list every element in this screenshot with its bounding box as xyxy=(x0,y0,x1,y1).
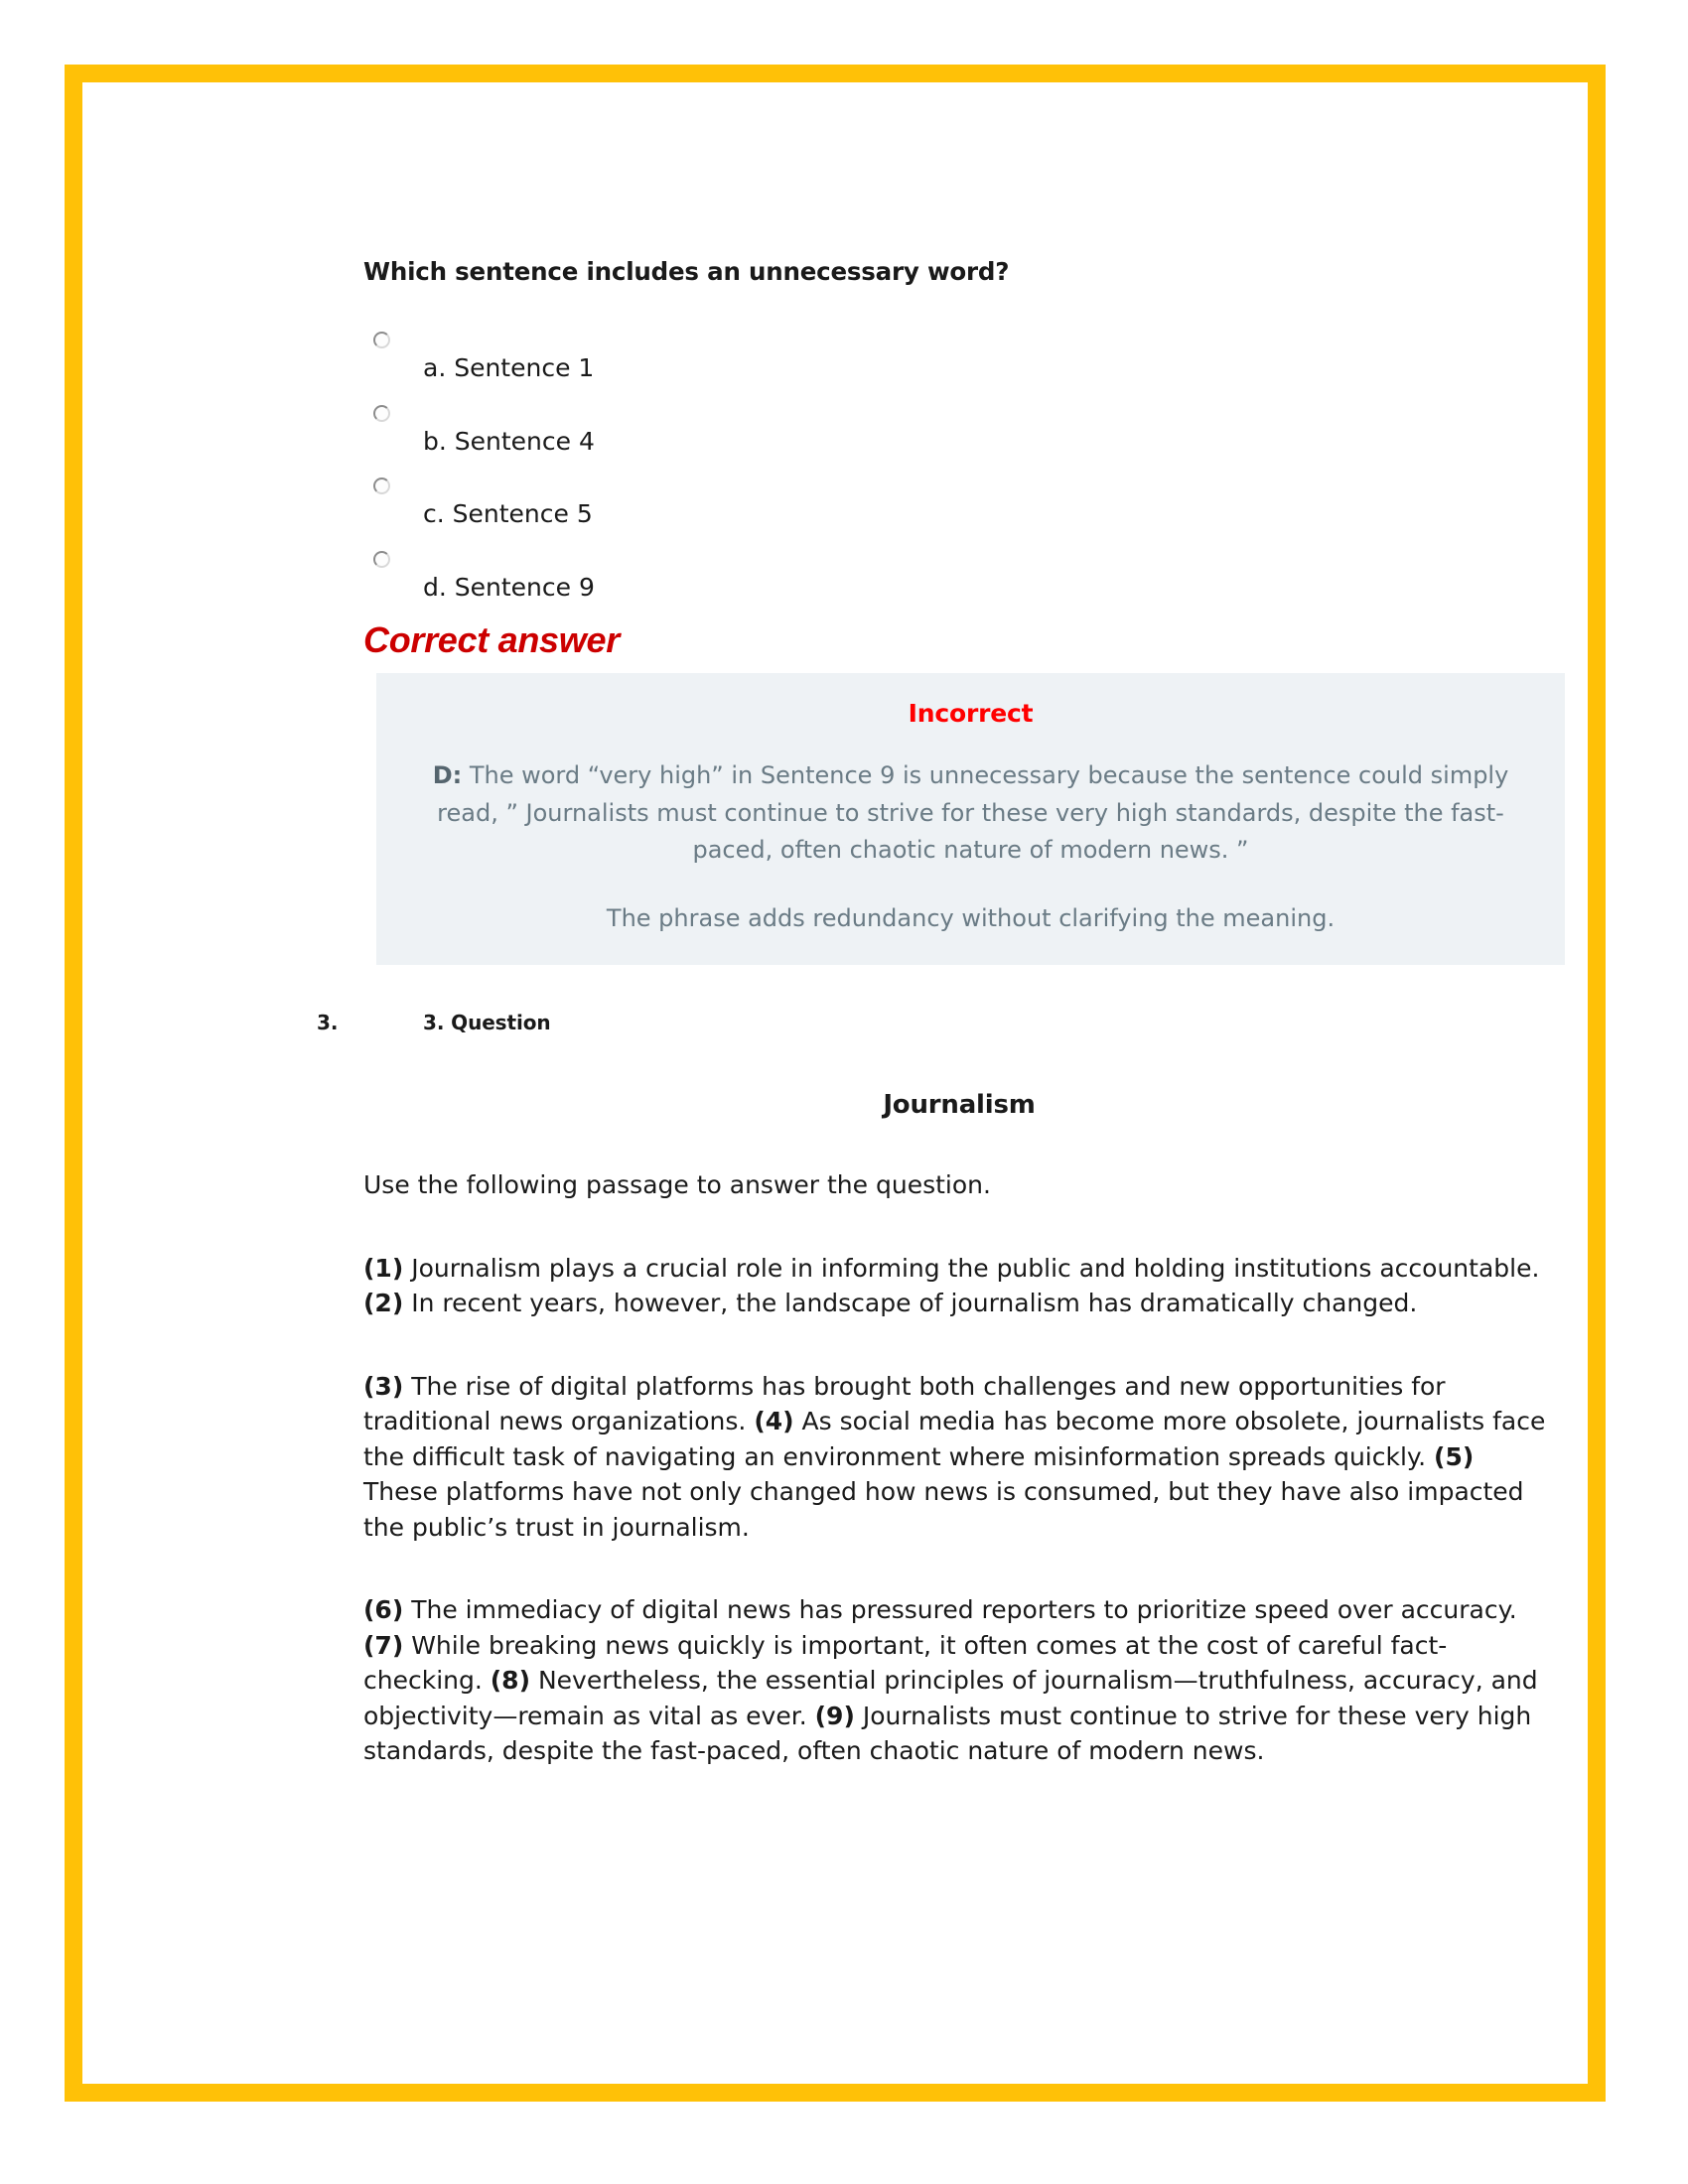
quiz-content xyxy=(317,256,1555,1769)
answer-option-b[interactable] xyxy=(363,405,1555,459)
feedback-explanation xyxy=(402,757,1539,869)
question-stem: Which sentence includes an unnecessary word? xyxy=(363,257,1010,286)
sentence-text: Journalists must continue to strive for these very high standards, despite the fast-paced, often chaotic nature of modern news. xyxy=(363,1701,1532,1766)
sentence-number: (1) xyxy=(363,1253,404,1283)
correct-answer-marker: Correct answer xyxy=(363,618,620,660)
sentence-text: The rise of digital platforms has brought both challenges and new opportunities for traditional news organizations. xyxy=(363,1371,1446,1436)
answer-option-label: b. Sentence 4 xyxy=(423,426,595,456)
passage-block xyxy=(363,1090,1555,1769)
sentence-number: (6) xyxy=(363,1595,404,1625)
sentence-text: As social media has become more obsolete, journalists face the difficult task of navigating an environment where misinformation spreads quickly. xyxy=(363,1407,1546,1471)
feedback-note: The phrase adds redundancy without clarifying the meaning. xyxy=(606,904,1336,932)
sentence-number: (9) xyxy=(814,1701,855,1730)
feedback-status-badge: Incorrect xyxy=(908,699,1034,729)
passage-heading: Journalism xyxy=(883,1090,1036,1121)
sentence-number: (2) xyxy=(363,1289,404,1318)
sentence-number: (7) xyxy=(363,1630,404,1660)
sentence-text: Nevertheless, the essential principles of journalism—truthfulness, accuracy, and objectivity—remain as vital as ever. xyxy=(363,1666,1538,1730)
question-list xyxy=(317,1011,1555,1769)
sentence-number: (5) xyxy=(1434,1441,1475,1471)
answer-option-a[interactable] xyxy=(363,332,1555,385)
feedback-body xyxy=(402,757,1539,937)
answer-options-list xyxy=(363,332,1555,605)
passage-paragraphs xyxy=(363,1251,1555,1769)
feedback-explanation-text: The word “very high” in Sentence 9 is unnecessary because the sentence could simply read, ” Journalists must continue to strive for these very high standards, despite the fast-paced, often chaotic nature of modern news. ” xyxy=(437,761,1509,864)
answer-option-d[interactable] xyxy=(363,551,1555,605)
answer-option-c[interactable] xyxy=(363,478,1555,531)
feedback-box xyxy=(376,673,1565,965)
radio-button-icon[interactable] xyxy=(373,332,390,348)
sentence-text: Journalism plays a crucial role in informing the public and holding institutions accountable. xyxy=(403,1253,1540,1283)
radio-button-icon[interactable] xyxy=(373,405,390,422)
passage-paragraph xyxy=(363,1369,1550,1546)
question-title: 3. Question xyxy=(423,1011,551,1035)
sentence-number: (3) xyxy=(363,1371,404,1401)
answer-option-label: c. Sentence 5 xyxy=(423,499,593,529)
sentence-number: (8) xyxy=(490,1666,530,1696)
sentence-number: (4) xyxy=(754,1407,794,1436)
passage-instruction: Use the following passage to answer the question. xyxy=(363,1170,991,1200)
answer-option-label: a. Sentence 1 xyxy=(423,352,595,382)
radio-button-icon[interactable] xyxy=(373,551,390,568)
sentence-text: In recent years, however, the landscape of journalism has dramatically changed. xyxy=(403,1289,1418,1318)
question-list-item xyxy=(317,1011,1555,1769)
sentence-text: The immediacy of digital news has pressured reporters to prioritize speed over accuracy. xyxy=(403,1595,1517,1625)
sentence-text: While breaking news quickly is important, it often comes at the cost of careful fact-checking. xyxy=(363,1630,1448,1696)
radio-button-icon[interactable] xyxy=(373,478,390,494)
passage-paragraph xyxy=(363,1251,1550,1321)
page-border-frame xyxy=(65,65,1606,2102)
sentence-text: These platforms have not only changed how news is consumed, but they have also impacted the public’s trust in journalism. xyxy=(363,1477,1524,1542)
question-number-marker: 3. xyxy=(317,1011,339,1035)
passage-paragraph xyxy=(363,1592,1550,1769)
feedback-answer-prefix: D: xyxy=(432,761,463,790)
answer-option-label: d. Sentence 9 xyxy=(423,573,595,603)
